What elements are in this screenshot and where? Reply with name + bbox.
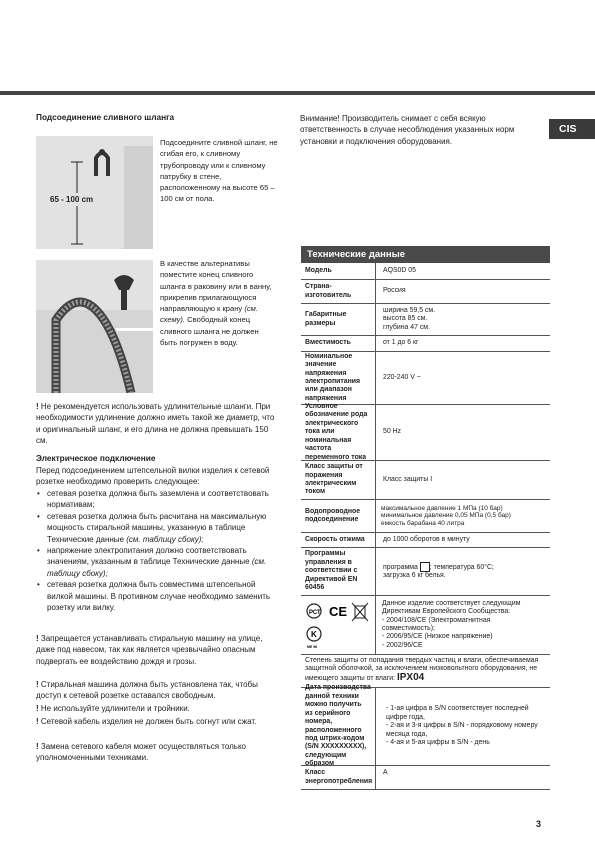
ip-text: Степень защиты от попадания твердых частиц и влаги, обеспечиваемая защитной оболочкой, за исключением низковольтного оборудования, не имеющего защиты от влаги: — [305, 657, 539, 682]
warning-extensions: ! Не используйте удлинители и тройники. — [36, 704, 190, 713]
warning-socket-access: ! Стиральная машина должна быть установлена так, чтобы доступ к сетевой розетке оставался свободным. — [36, 680, 258, 701]
warning-text: Запрещается устанавливать стиральную машину на улице, даже под навесом, так как является чрезвычайно опасным подвергать ее воздействию дождя и грозы. — [36, 634, 263, 666]
row-value — [376, 596, 550, 654]
table-row — [301, 596, 550, 655]
warning-outdoor: ! Запрещается устанавливать стиральную машину на улице, даже под навесом, так как является чрезвычайно опасным подвергать ее воздействию дождя и грозы. — [36, 634, 263, 666]
list-item — [36, 488, 278, 511]
list-item-text: сетевая розетка должна быть заземлена и соответствовать нормативам; — [47, 489, 269, 510]
technical-data-table — [301, 246, 550, 790]
me96-mark-text: ME 96 — [307, 645, 318, 649]
list-item-text: сетевая розетка должна быть совместима штепсельной вилкой машины. В противном случае необходимо заменить розетку или вилку. — [47, 580, 271, 613]
row-value: до 1000 оборотов в минуту — [383, 535, 470, 543]
cotton-program-icon — [420, 562, 430, 572]
svg-text:K: K — [311, 630, 317, 639]
row-value: от 1 до 6 кг — [383, 339, 419, 347]
table-row — [301, 405, 550, 461]
dims-width: ширина 59,5 см. — [383, 306, 436, 314]
list-item-text: напряжение электропитания должно соответствовать значениям, указанным в таблице Технические данные — [47, 546, 252, 567]
warning-cable-replace: ! Замена сетевого кабеля может осуществляться только уполномоченными техниками. — [36, 742, 246, 763]
row-value — [376, 500, 550, 532]
row-value — [376, 304, 550, 335]
program-temp: ; температура 60°С; — [429, 564, 494, 571]
page-number: 3 — [536, 819, 542, 829]
table-row — [301, 500, 550, 533]
drain-hose-title: Подсоединение сливного шланга — [36, 112, 175, 122]
height-range-label: 65 - 100 cm — [50, 195, 94, 204]
row-key: Водопроводное подсоединение — [301, 500, 376, 532]
row-key: Условное обозначение рода электрического тока или номинальная частота переменного тока — [301, 405, 376, 460]
table-row — [301, 336, 550, 352]
warning-text: Не рекомендуется использовать удлинительные шланги. При необходимости удлинение должно иметь такой же диаметр, что и оригинальный шланг, и его длина не должна превышать 150 см. — [36, 402, 275, 446]
program-load: загрузка 6 кг белья. — [383, 572, 446, 580]
table-row — [301, 461, 550, 500]
row-key: Номинальное значение напряжения электропитания или диапазон напряжения — [301, 352, 376, 404]
table-row — [301, 304, 550, 336]
certification-marks — [301, 596, 376, 654]
header-bar — [0, 91, 595, 95]
directive-item: - 2004/108/CE (Электромагнитная совместимость); — [382, 616, 491, 632]
warning-text: Не используйте удлинители и тройники. — [40, 704, 190, 713]
directives-intro: Данное изделие соответствует следующим Директивам Европейского Сообщества: — [382, 599, 521, 616]
list-item — [36, 545, 278, 579]
row-value: AQS0D 05 — [383, 266, 416, 274]
program-line — [383, 562, 494, 572]
weee-bin-icon — [352, 603, 368, 621]
row-key: Программы управления в соответствии с Директивой EN 60456 — [301, 548, 376, 595]
list-item — [36, 511, 278, 545]
row-value: Класс защиты I — [383, 475, 433, 483]
row-key: Класс энергопотребления — [301, 766, 376, 789]
row-key: Габаритные размеры — [301, 304, 376, 335]
row-key: Дата производства данной техники можно получить из серийного номера, расположенного под штрих-кодом (S/N XXXXXXXXX), следующим образом — [301, 688, 376, 765]
serial-rule: - 1-ая цифра в S/N соответствует последней цифре года, — [386, 705, 529, 721]
table-row — [301, 280, 550, 304]
drain-hose-para2 — [160, 258, 278, 348]
table-row — [301, 533, 550, 548]
serial-rule: - 2-ая и 3-я цифры в S/N - порядковому номеру месяца года, — [386, 722, 538, 738]
row-value: Россия — [383, 287, 406, 295]
drain-hose-sink-illustration — [36, 260, 153, 393]
ip-code: IPX04 — [396, 671, 425, 683]
dims-depth: глубина 47 см. — [383, 323, 430, 331]
table-row — [301, 352, 550, 405]
water-max: максимальное давление 1 МПа (10 бар) — [381, 504, 503, 512]
manufacturer-notice: Внимание! Производитель снимает с себя всякую ответственность в случае несоблюдения указанных норм установки и подключения оборудования. — [300, 114, 515, 146]
directive-item: - 2006/95/CE (Низкое напряжение) — [382, 633, 493, 641]
ip-rating-row — [301, 655, 550, 688]
row-value — [376, 548, 550, 595]
drum-capacity: емкость барабана 40 литра — [381, 519, 465, 527]
para2-italic: (см. схему). — [160, 304, 258, 325]
warning-text: Стиральная машина должна быть установлена так, чтобы доступ к сетевой розетке оставался свободным. — [36, 680, 258, 701]
warning-text: Замена сетевого кабеля может осуществляться только уполномоченными техниками. — [36, 742, 246, 763]
row-value: 220-240 V ~ — [383, 373, 421, 381]
drain-hose-para1: Подсоедините сливной шланг, не сгибая его, к сливному трубопроводу или к сливному патрубку в стене, расположенному на высоте 65 – 100 см от пола. — [160, 138, 278, 204]
dims-height: высота 85 см. — [383, 315, 428, 323]
list-item-italic: (см. таблицу сбоку); — [126, 534, 204, 544]
table-row — [301, 766, 550, 790]
drain-hose-wall-illustration — [36, 136, 153, 249]
electrical-title: Электрическое подключение — [36, 453, 156, 463]
row-value — [376, 688, 550, 765]
electrical-checklist — [36, 488, 278, 613]
row-value: 50 Hz — [383, 428, 402, 436]
program-text: программа — [383, 564, 420, 571]
table-row — [301, 548, 550, 596]
list-item — [36, 579, 278, 613]
row-key: Класс защиты от поражения электрическим током — [301, 461, 376, 499]
table-row — [301, 684, 550, 768]
water-min: минимальное давление 0,05 МПа (0,5 бар) — [381, 512, 511, 520]
pct-mark-text: РСТ — [309, 610, 321, 616]
para2-text-end: Свободный конец сливного шланга не должен быть погружен в воду. — [160, 315, 259, 348]
row-key: Скорость отжима — [301, 533, 376, 547]
language-tab: CIS — [549, 119, 595, 139]
list-item-text: сетевая розетка должна быть расчитана на максимальную мощность стиральной машины, указанную в таблице Технические данные — [47, 511, 267, 544]
ce-mark-text: CE — [329, 604, 348, 619]
row-key: Страна-изготовитель — [301, 280, 376, 303]
row-value: A — [383, 769, 388, 776]
row-key: Вместимость — [301, 336, 376, 351]
directive-item: - 2002/96/CE — [382, 641, 423, 649]
warning-cable-bent: ! Сетевой кабель изделия не должен быть согнут или сжат. — [36, 717, 257, 726]
list-item-italic: (см. таблицу сбоку); — [47, 557, 267, 578]
warning-text: Сетевой кабель изделия не должен быть согнут или сжат. — [40, 717, 257, 726]
electrical-intro: Перед подсоединением штепсельной вилки изделия к сетевой розетке необходимо проверить следующее: — [36, 466, 270, 487]
table-row — [301, 263, 550, 280]
serial-rule: - 4-ая и 5-ая цифры в S/N - день — [386, 739, 490, 747]
para2-text: В качестве альтернативы поместите конец сливного шланга в раковину или в ванну, прикрепив прилагающуюся направляющую к крану — [160, 259, 272, 314]
table-title: Технические данные — [301, 246, 550, 263]
row-key: Модель — [301, 263, 376, 279]
warning-extension-hose: ! Не рекомендуется использовать удлинительные шланги. При необходимости удлинение должно иметь такой же диаметр, что и оригинальный шланг, и его длина не должна превышать 150 см. — [36, 402, 275, 446]
